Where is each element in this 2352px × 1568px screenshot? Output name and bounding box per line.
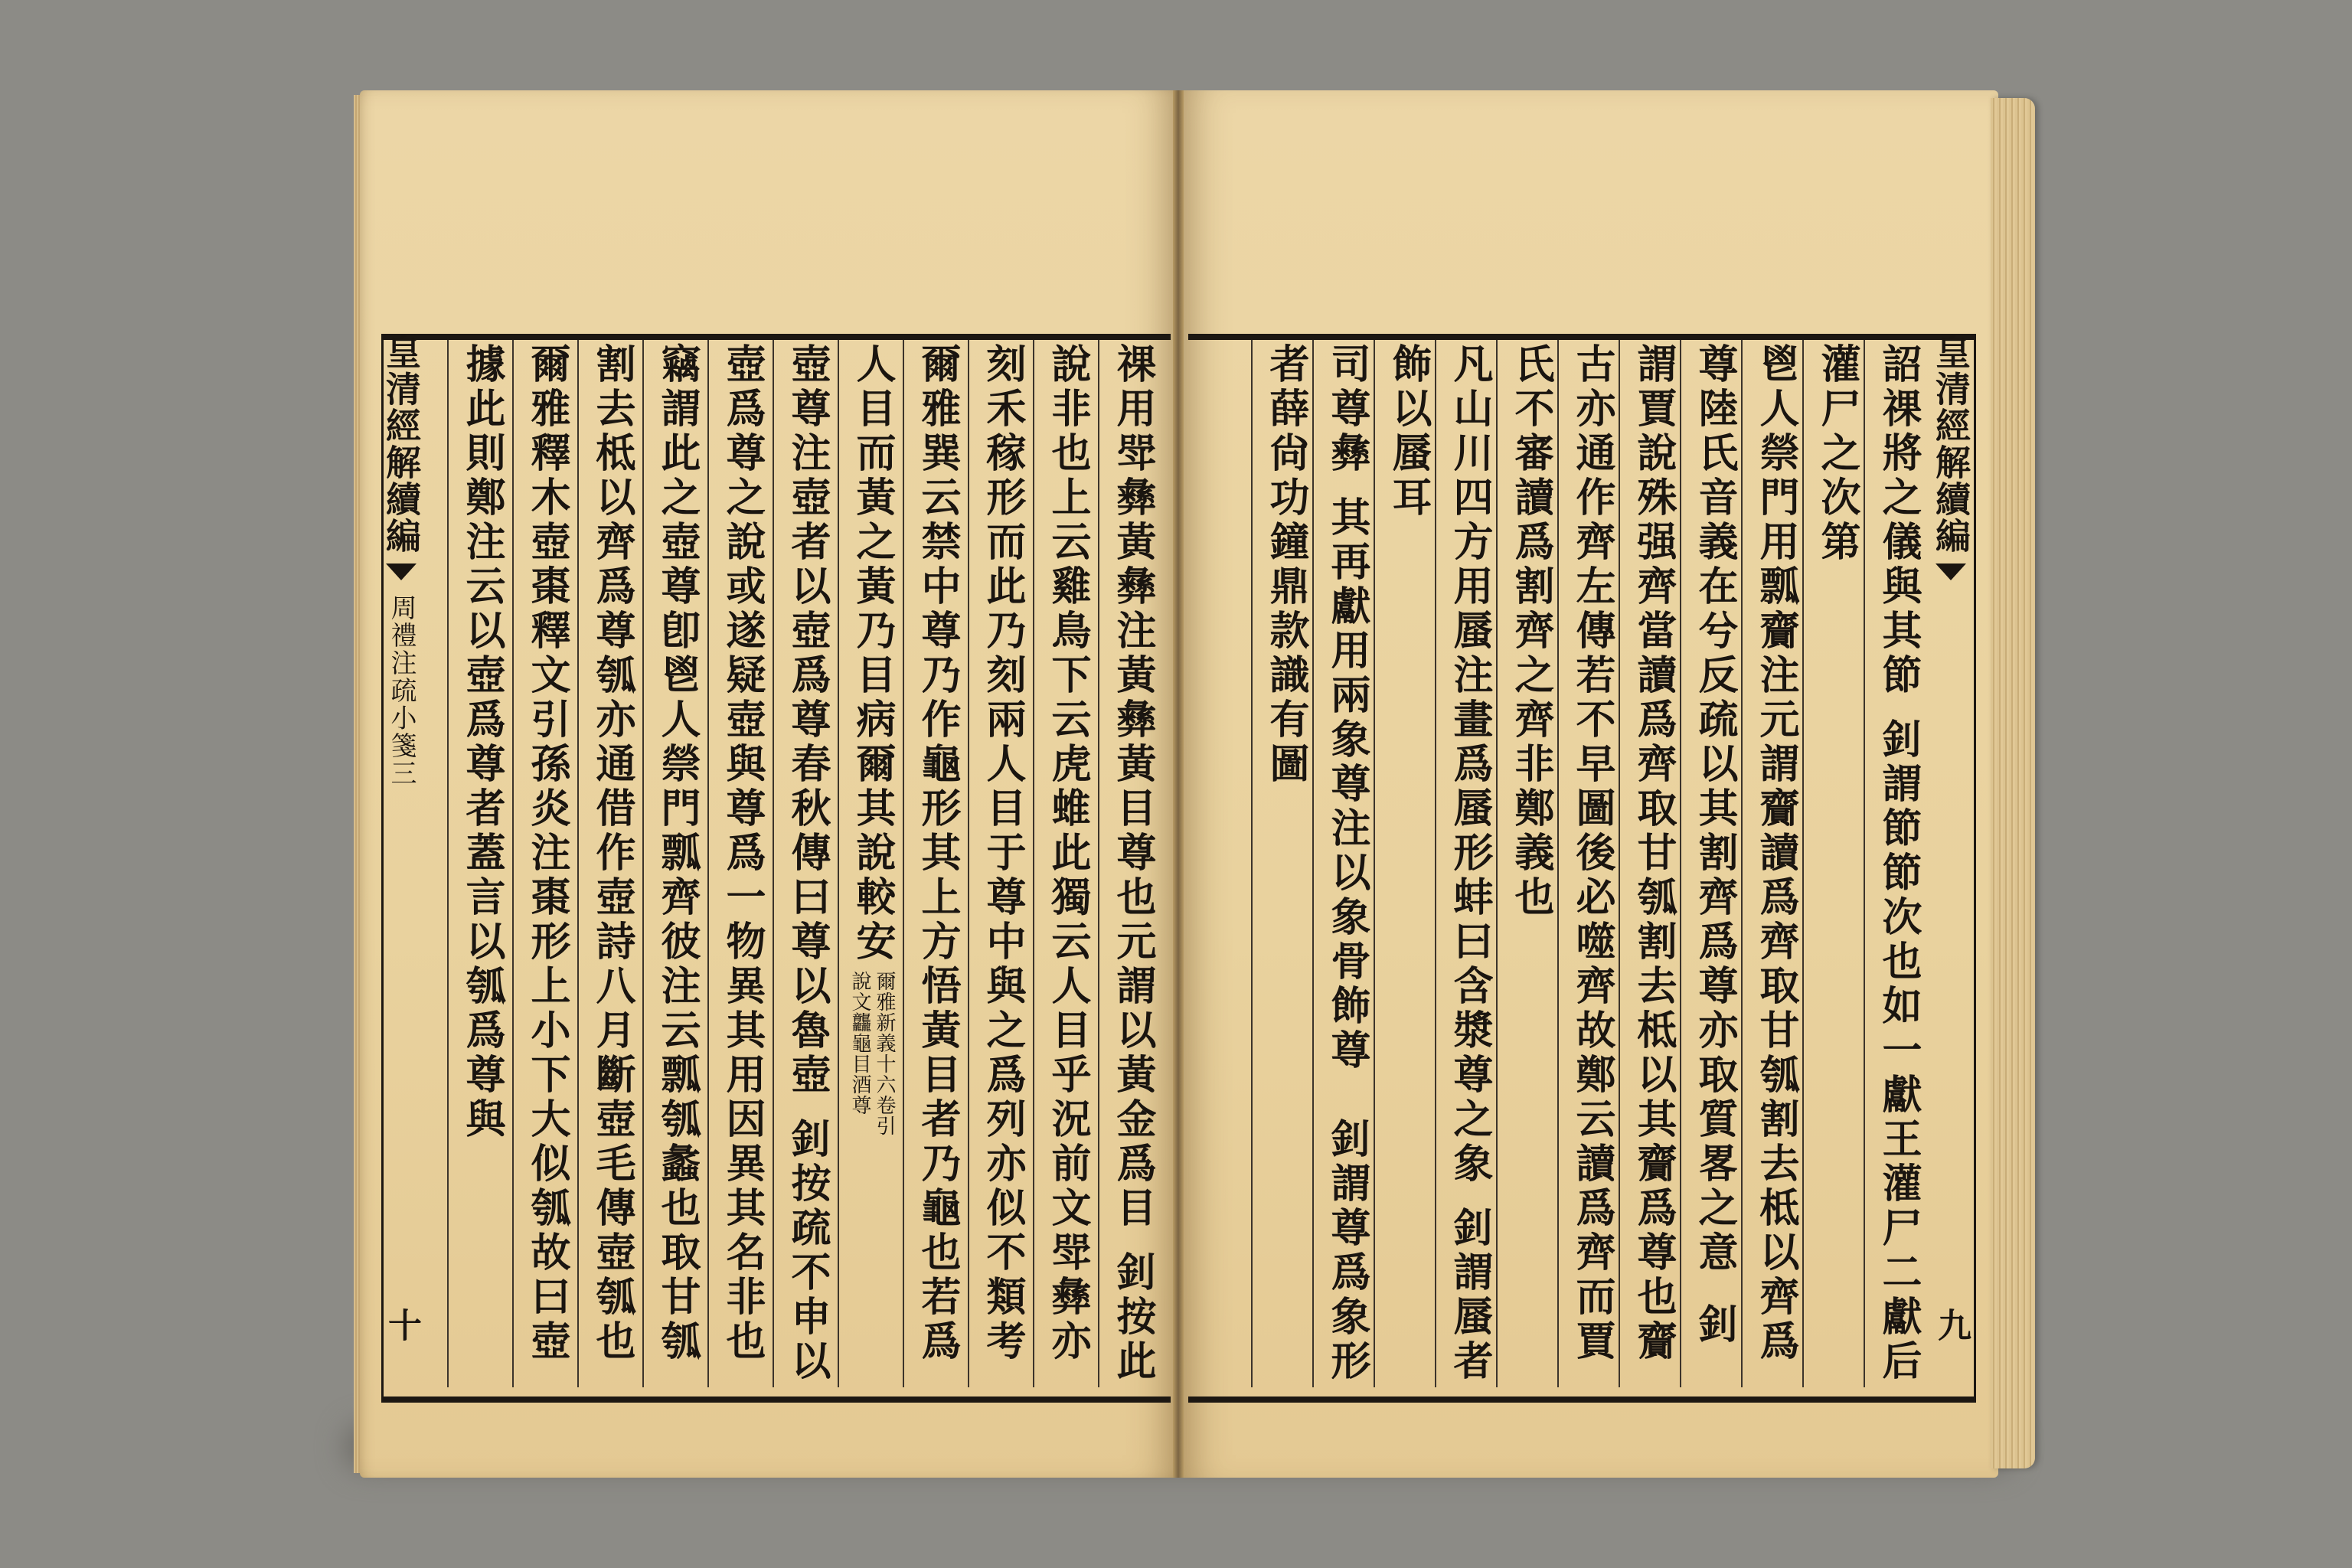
left-page-column <box>1042 343 1093 1384</box>
column-rule <box>903 340 904 1387</box>
column-text: 氏不審讀爲割齊之齊非鄭義也 <box>1508 343 1554 920</box>
right-page-column <box>1689 343 1740 1384</box>
column-text: 灌尸之次第 <box>1814 343 1860 565</box>
column-rule <box>1557 340 1559 1387</box>
right-page-column <box>1750 343 1801 1384</box>
commentary-text: 釗按疏不申以 <box>784 1118 831 1384</box>
column-rule <box>1098 340 1099 1387</box>
column-text: 凡山川四方用蜃注畫爲蜃形蚌曰含漿尊之象 <box>1446 343 1493 1187</box>
right-page-column <box>1444 343 1494 1384</box>
column-rule <box>512 340 514 1387</box>
left-page-column <box>847 343 897 1384</box>
left-page-column <box>652 343 702 1384</box>
column-text: 飾以蜃耳 <box>1385 343 1432 521</box>
column-rule <box>968 340 969 1387</box>
column-rule <box>1435 340 1436 1387</box>
column-rule <box>1864 340 1865 1387</box>
left-page-column <box>977 343 1027 1384</box>
column-text: 謂賈說殊强齊當讀爲齊取甘瓠割去柢以其齎爲尊也齎 <box>1630 343 1677 1364</box>
left-page-column <box>782 343 832 1384</box>
column-text: 爾雅巽云禁中尊乃作龜形其上方悟黃目者乃龜也若爲 <box>914 343 961 1364</box>
interlinear-note <box>848 971 897 1136</box>
right-page-column <box>1566 343 1617 1384</box>
right-page-column <box>1628 343 1678 1384</box>
left-banxin <box>381 334 421 1403</box>
left-page-column <box>912 343 962 1384</box>
column-rule <box>1374 340 1375 1387</box>
note-line: 說文龘龜目酒尊 <box>848 971 871 1116</box>
column-text: 據此則鄭注云以壺爲尊者蓋言以瓠爲尊與 <box>459 343 505 1142</box>
column-rule <box>447 340 449 1387</box>
commentary-text: 釗 <box>1691 1303 1738 1348</box>
column-text: 割去柢以齊爲尊瓠亦通借作壺詩八月斷壺毛傳壺瓠也 <box>589 343 635 1364</box>
left-banxin-title: 皇清經解續編 <box>381 334 422 554</box>
right-page-column <box>1260 343 1311 1384</box>
column-text: 壺尊注壺者以壺爲尊春秋傳曰尊以魯壺 <box>784 343 831 1098</box>
column-rule <box>1680 340 1681 1387</box>
column-text: 爾雅釋木壺棗釋文引孫炎注棗形上小下大似瓠故曰壺 <box>524 343 570 1364</box>
right-page-column <box>1811 343 1862 1384</box>
right-page-column <box>1383 343 1433 1384</box>
column-rule <box>1251 340 1253 1387</box>
column-rule <box>1312 340 1314 1387</box>
commentary-text: 其再獻用兩象尊注以象骨飾尊 釗謂尊爲象形 <box>1324 496 1370 1384</box>
column-text: 古亦通作齊左傳若不早圖後必噬齊故鄭云讀爲齊而賈 <box>1569 343 1615 1364</box>
column-rule <box>1802 340 1804 1387</box>
commentary-text: 釗按此 <box>1109 1251 1156 1384</box>
column-text: 鬯人禜門用瓢齎注元謂齎讀爲齊取甘瓠割去柢以齊爲 <box>1753 343 1799 1364</box>
column-rule <box>1741 340 1743 1387</box>
left-page-column <box>586 343 637 1384</box>
right-page-edges <box>1991 98 2035 1468</box>
note-line: 爾雅新義十六卷引 <box>873 971 896 1136</box>
column-rule <box>707 340 709 1387</box>
column-rule <box>1619 340 1620 1387</box>
column-text: 尊陸氏音義在兮反疏以其割齊爲尊亦取質畧之意 <box>1691 343 1738 1276</box>
fishtail-mark <box>386 564 416 580</box>
right-banxin <box>1931 334 1971 1403</box>
right-page-number: 九 <box>1932 1308 1971 1341</box>
column-text: 刻禾稼形而此乃刻兩人目于尊中與之爲列亦似不類考 <box>979 343 1026 1364</box>
left-page-column <box>521 343 572 1384</box>
commentary-text: 釗謂節節次也如一獻王灌尸二獻后 <box>1875 718 1922 1384</box>
column-rule <box>642 340 644 1387</box>
column-rule <box>1496 340 1498 1387</box>
column-text: 者薛尙功鐘鼎款識有圖 <box>1263 343 1309 787</box>
right-page-column <box>1505 343 1556 1384</box>
column-text: 人目而黃之黃乃目病爾其說較安 <box>849 343 896 965</box>
right-page-column <box>1873 343 1923 1384</box>
column-rule <box>838 340 839 1387</box>
left-page-column <box>1107 343 1158 1384</box>
column-text: 壺爲尊之說或遂疑壺與尊爲一物異其用因異其名非也 <box>719 343 766 1364</box>
right-page-column <box>1321 343 1372 1384</box>
left-banxin-subtitle: 周禮注疏小箋三 <box>386 594 416 787</box>
book-gutter <box>1173 90 1184 1478</box>
column-text: 祼用斝彝黃彝注黃彝黃目尊也元謂以黃金爲目 <box>1109 343 1156 1231</box>
commentary-text: 釗謂蜃者 <box>1446 1207 1493 1384</box>
column-text: 說非也上云雞鳥下云虎蜼此獨云人目乎況前文斝彝亦 <box>1044 343 1091 1364</box>
column-rule <box>773 340 774 1387</box>
column-rule <box>1033 340 1034 1387</box>
column-text: 司尊彝 <box>1324 343 1370 476</box>
column-text: 詔祼將之儀與其節 <box>1875 343 1922 698</box>
fishtail-mark <box>1936 564 1966 580</box>
left-page-number: 十 <box>382 1308 421 1341</box>
right-banxin-title: 皇清經解續編 <box>1930 334 1971 554</box>
column-text: 竊謂此之壺尊卽鬯人禜門瓢齊彼注云瓢瓠蠡也取甘瓠 <box>654 343 701 1364</box>
left-page-column <box>717 343 767 1384</box>
left-page-column <box>456 343 507 1384</box>
column-rule <box>577 340 579 1387</box>
